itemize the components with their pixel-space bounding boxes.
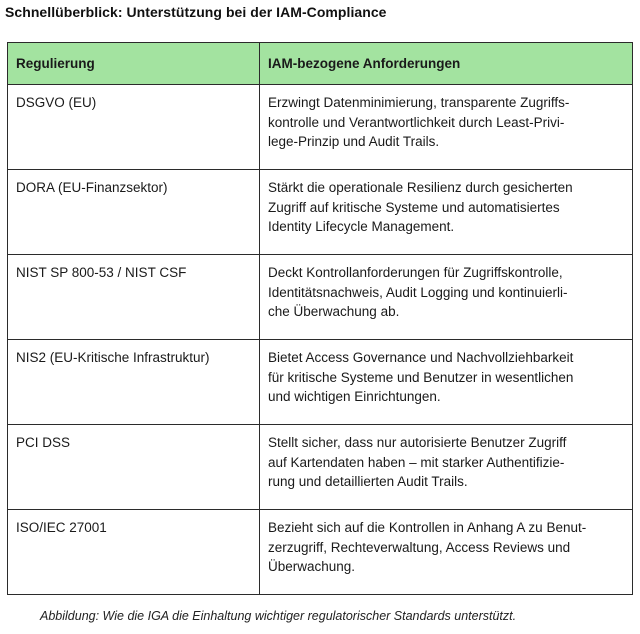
requirement-line: Bietet Access Governance und Nachvollziehbarkeit (268, 350, 574, 365)
requirement-line: auf Kartendaten haben – mit starker Authentifizie- (268, 454, 565, 470)
requirement-line: und wichtigen Einrichtungen. (268, 389, 441, 404)
requirement-line: Identity Lifecycle Management. (268, 219, 455, 234)
table-row (8, 170, 633, 255)
compliance-table (7, 42, 633, 595)
requirement-cell (260, 255, 633, 340)
regulation-cell: DORA (EU-Finanzsektor) (8, 170, 260, 255)
requirement-line: rung und detaillierten Audit Trails. (268, 474, 468, 489)
table-body (8, 85, 633, 595)
requirement-cell (260, 425, 633, 510)
requirement-cell (260, 340, 633, 425)
requirement-line: lege-Prinzip und Audit Trails. (268, 134, 440, 149)
table-row (8, 340, 633, 425)
requirement-line: che Überwachung ab. (268, 304, 400, 319)
requirement-line: Erzwingt Datenminimierung, transparente Zugriffs- (268, 95, 570, 110)
table-row (8, 425, 633, 510)
document-title: Schnellüberblick: Unterstützung bei der IAM-Compliance (5, 4, 387, 20)
requirement-cell (260, 170, 633, 255)
requirement-line: Bezieht sich auf die Kontrollen in Anhang A zu Benut- (268, 520, 587, 535)
figure-caption: Abbildung: Wie die IGA die Einhaltung wichtiger regulatorischer Standards unterstützt. (40, 609, 517, 623)
table-header-row (8, 43, 633, 85)
column-header-regulation: Regulierung (8, 43, 260, 85)
requirement-cell (260, 510, 633, 595)
regulation-cell: NIS2 (EU-Kritische Infrastruktur) (8, 340, 260, 425)
requirement-line: kontrolle und Verantwortlichkeit durch Least-Privi- (268, 114, 565, 130)
column-header-requirements: IAM-bezogene Anforderungen (260, 43, 633, 85)
requirement-cell (260, 85, 633, 170)
requirement-line: Deckt Kontrollanforderungen für Zugriffskontrolle, (268, 265, 563, 280)
regulation-cell: NIST SP 800-53 / NIST CSF (8, 255, 260, 340)
regulation-cell: ISO/IEC 27001 (8, 510, 260, 595)
requirement-line: Zugriff auf kritische Systeme und automatisiertes (268, 199, 560, 215)
regulation-cell: PCI DSS (8, 425, 260, 510)
table-row (8, 255, 633, 340)
table-row (8, 510, 633, 595)
table-row (8, 85, 633, 170)
requirement-line: Identitätsnachweis, Audit Logging und kontinuierli- (268, 284, 568, 300)
requirement-line: Überwachung. (268, 559, 356, 574)
requirement-line: Stärkt die operationale Resilienz durch gesicherten (268, 180, 573, 195)
regulation-cell: DSGVO (EU) (8, 85, 260, 170)
requirement-line: Stellt sicher, dass nur autorisierte Benutzer Zugriff (268, 435, 567, 450)
requirement-line: zerzugriff, Rechteverwaltung, Access Reviews und (268, 539, 571, 555)
requirement-line: für kritische Systeme und Benutzer in wesentlichen (268, 369, 574, 385)
